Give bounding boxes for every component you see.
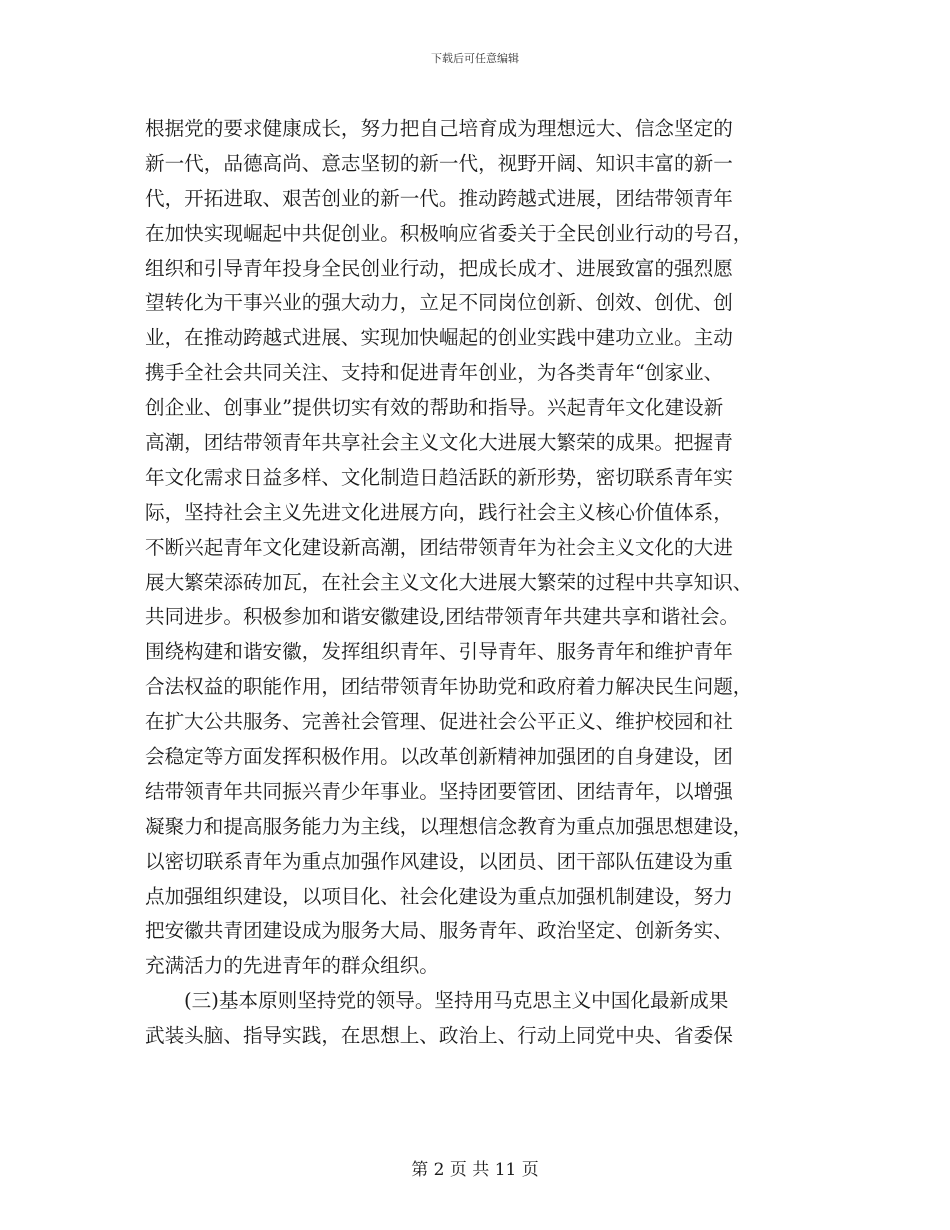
text-line: 充满活力的先进青年的群众组织。 (145, 954, 439, 978)
text-line: 组织和引导青年投身全民创业行动，把成长成才、进展致富的强烈愿 (145, 256, 733, 280)
text-line: 结带领青年共同振兴青少年事业。坚持团要管团、团结青年，以增强 (145, 779, 733, 803)
body-text (145, 112, 805, 1054)
text-line: 在扩大公共服务、完善社会管理、促进社会公平正义、维护校园和社 (145, 710, 733, 734)
text-line: 武装头脑、指导实践，在思想上、政治上、行动上同党中央、省委保 (145, 1024, 733, 1048)
text-line: 在加快实现崛起中共促创业。积极响应省委关于全民创业行动的号召， (145, 221, 753, 245)
text-line: 携手全社会共同关注、支持和促进青年创业，为各类青年“创家业、 (145, 361, 724, 385)
text-line: 根据党的要求健康成长，努力把自己培育成为理想远大、信念坚定的 (145, 117, 733, 140)
section-heading-line: (三)基本原则坚持党的领导。坚持用马克思主义中国化最新成果 (184, 989, 729, 1013)
text-line: 业，在推动跨越式进展、实现加快崛起的创业实践中建功立业。主动 (145, 326, 733, 350)
page-footer: 第 2 页 共 11 页 (411, 1160, 539, 1180)
text-line: 点加强组织建设，以项目化、社会化建设为重点加强机制建设，努力 (145, 884, 733, 908)
text-line: 把安徽共青团建设成为服务大局、服务青年、政治坚定、创新务实、 (145, 919, 733, 943)
page-header: 下载后可任意编辑 (431, 52, 519, 65)
text-line: 创企业、创事业”提供切实有效的帮助和指导。兴起青年文化建设新 (145, 396, 724, 420)
text-line: 合法权益的职能作用，团结带领青年协助党和政府着力解决民生问题， (145, 675, 753, 699)
text-line: 不断兴起青年文化建设新高潮，团结带领青年为社会主义文化的大进 (145, 535, 733, 559)
text-line: 望转化为干事兴业的强大动力，立足不同岗位创新、创效、创优、创 (145, 291, 733, 315)
text-line: 凝聚力和提高服务能力为主线，以理想信念教育为重点加强思想建设， (145, 814, 753, 838)
text-line: 高潮，团结带领青年共享社会主义文化大进展大繁荣的成果。把握青 (145, 431, 733, 455)
text-line: 共同进步。积极参加和谐安徽建设,团结带领青年共建共享和谐社会。 (145, 605, 740, 629)
text-line: 新一代，品德高尚、意志坚韧的新一代，视野开阔、知识丰富的新一 (145, 151, 733, 175)
text-line: 际，坚持社会主义先进文化进展方向，践行社会主义核心价值体系， (145, 500, 733, 524)
text-line: 以密切联系青年为重点加强作风建设，以团员、团干部队伍建设为重 (145, 849, 733, 873)
text-line: 会稳定等方面发挥积极作用。以改革创新精神加强团的自身建设，团 (145, 745, 733, 769)
text-line: 围绕构建和谐安徽，发挥组织青年、引导青年、服务青年和维护青年 (145, 640, 733, 664)
text-line: 年文化需求日益多样、文化制造日趋活跃的新形势，密切联系青年实 (145, 465, 733, 489)
text-line: 代，开拓进取、艰苦创业的新一代。推动跨越式进展，团结带领青年 (145, 186, 733, 210)
text-line: 展大繁荣添砖加瓦，在社会主义文化大进展大繁荣的过程中共享知识、 (145, 570, 753, 594)
